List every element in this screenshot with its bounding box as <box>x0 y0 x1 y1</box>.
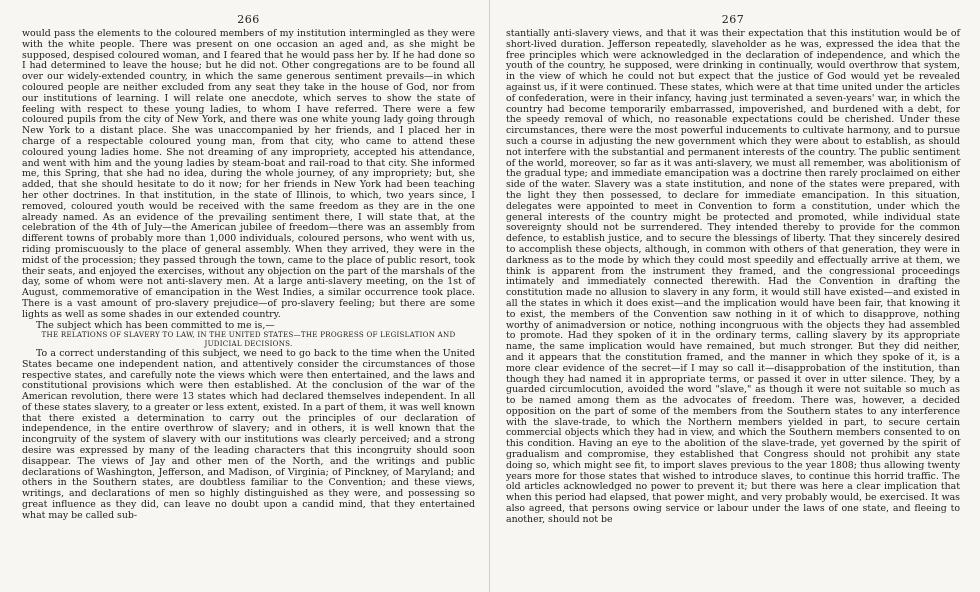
right-page <box>490 0 980 592</box>
left-page-body <box>22 29 475 522</box>
section-heading: THE RELATIONS OF SLAVERY TO LAW, IN THE UNITED STATES—THE PROGRESS OF LEGISLATION AND JUDICIAL DECISIONS. <box>41 330 456 349</box>
body-paragraph: would pass the elements to the coloured members of my institution intermingled as they were with the white people. There was present on one occasion an aged and, as she might be supposed, despised coloured woman, and I feared that he would pass her by. If he had done so I had determined to leave the house; but he did not. Other congregations are to be found all over our widely-extended country, in which the same generous sentiment prevails—in which coloured people are neither excluded from any seat they take in the house of God, nor from our institutions of learning. I will relate one anecdote, which serves to show the state of feeling with respect to these young ladies, to whom I have referred. There were a few coloured pupils from the city of New York, and there was one white young lady going through New York to a distant place. She was unaccompanied by her friends, and I placed her in charge of a respectable coloured young man, from that city, who came to attend these coloured young ladies home. She not dreaming of any impropriety, accepted his attendance, and went with him and the young ladies by steam-boat and rail-road to that city. She informed me, this Spring, that she had no idea, during the whole journey, of any impropriety; but, she added, that she should hesitate to do it now; for her friends in New York had been teaching her other doctrines. In that institution, in the state of Illinois, to which, two years since, I removed, coloured youth would be received with the same freedom as they are in the one already named. As an evidence of the prevailing sentiment there, I will state that, at the celebration of the 4th of July—the American jubilee of freedom—there was an assembly from different towns of probably more than 1,000 individuals, coloured persons, who went with us, riding promiscuously to the place of general assembly. When they arrived, they were in the midst of the procession; they passed through the town, came to the place of public resort, took their seats, and enjoyed the exercises, without any objection on the part of the marshals of the day, some of whom were not anti-slavery men. At a large anti-slavery meeting, on the 1st of August, commemorative of emancipation in the West Indies, a similar occurrence took place. There is a vast amount of pro-slavery prejudice—of pro-slavery feeling; but there are some lights as well as some shades in our extended country. <box>22 28 475 320</box>
body-paragraph: stantially anti-slavery views, and that it was their expectation that this institution would be of short-lived duration. Jefferson repeatedly, slaveholder as he was, expressed the idea that the free principles which were acknowledged in the declaration of independence, and which the youth of the country, he supposed, were drinking in continually, would overthrow that system, in the view of which he could not but expect that the justice of God would yet be revealed against us, if it were continued. These states, which were at that time united under the articles of confederation, were in their infancy, having just terminated a seven-years' war, in which the country had become temporarily embarrassed, impoverished, and burdened with a debt, for the speedy removal of which, no reasonable expectations could be cherished. Under these circumstances, there were the most powerful inducements to cultivate harmony, and to pursue such a course in adjusting the new government which they were about to establish, as should not interfere with the substantial and permanent interests of the country. The public sentiment of the world, moreover, so far as it was anti-slavery, we must all remember, was abolitionism of the gradual type; and immediate emancipation was a doctrine then rarely proclaimed on either side of the water. Slavery was a state institution, and none of the states were prepared, with the light they then possessed, to declare for immediate emancipation. In this situation, delegates were appointed to meet in Convention to form a constitution, under which the general interests of the country might be protected and promoted, while individual state sovereignty should not be surrendered. They intended thereby to provide for the common defence, to establish justice, and to secure the blessings of liberty. That they sincerely desired to accomplish these objects, although, in common with others of that generation, they were in darkness as to the mode by which they could most speedily and effectually arrive at them, we think is apparent from the instrument they framed, and the congressional proceedings intimately and immediately connected therewith. Had the Convention in drafting the constitution made no allusion to slavery in any form, it would still have existed—and existed in all the states in which it does exist—and the implication would have been fair, that knowing it to exist, the members of the Convention saw nothing in it of which to disapprove, nothing worthy of animadversion or notice, nothing incongruous with the objects they had assembled to promote. Had they spoken of it in the ordinary terms, calling slavery by its appropriate name, the same implication would have remained, but much stronger. But they did neither, and it appears that the constitution framed, and the manner in which they spoke of it, is a more clear evidence of the secret—if I may so call it—disapprobation of the institution, than though they had named it in appropriate terms, or passed it over in utter silence. They, by a guarded circumlocution, avoided the word "slave," as though it were not suitable so much as to be named among them as the advocates of freedom. There was, however, a decided opposition on the part of some of the members from the Southern states to any interference with the slave-trade, to which the Northern members yielded in part, to secure certain commercial objects which they had in view, and which the Southern members consented to on this condition. Having an eye to the abolition of the slave-trade, yet governed by the spirit of gradualism and compromise, they established that Congress should not prohibit any state doing so, which might see fit, to import slaves previous to the year 1808; thus allowing twenty years more for those states that wished to introduce slaves, to continue this horrid traffic. The old articles acknowledged no power to prevent it; but there was here a clear implication that when this period had elapsed, that power might, and very probably would, be exercised. It was also agreed, that persons owing service or labour under the laws of one state, and fleeing to another, should not be <box>506 28 960 525</box>
right-page-body <box>506 29 960 526</box>
body-paragraph: The subject which has been committed to me is,— <box>36 319 275 331</box>
page-number: 266 <box>237 13 260 26</box>
body-paragraph: To a correct understanding of this subject, we need to go back to the time when the United States became one independent nation, and attentively consider the circumstances of those respective states, and carefully note the views which were then entertained, and the laws and constitutional provisions which were then established. At the conclusion of the war of the American revolution, there were 13 states which had declared themselves independent. In all of these states slavery, to a greater or less extent, existed. In a part of them, it was well known that there existed a determination to carry out the principles of our declaration of independence, in the entire overthrow of slavery; and in others, it is well known that the incongruity of the system of slavery with our institutions was clearly perceived; and a strong desire was expressed by many of the leading characters that this incongruity should soon disappear. The views of Jay and other men of the North, and the writings and public declarations of Washington, Jefferson, and Madison, of Virginia; of Pinckney, of Maryland; and others in the Southern states, are doubtless familiar to the Convention; and these views, writings, and declarations of men so highly distinguished as they were, and possessing so great influence as they did, can leave no doubt upon a candid mind, that they entertained what may be called sub- <box>22 347 475 521</box>
page-number: 267 <box>721 13 745 26</box>
